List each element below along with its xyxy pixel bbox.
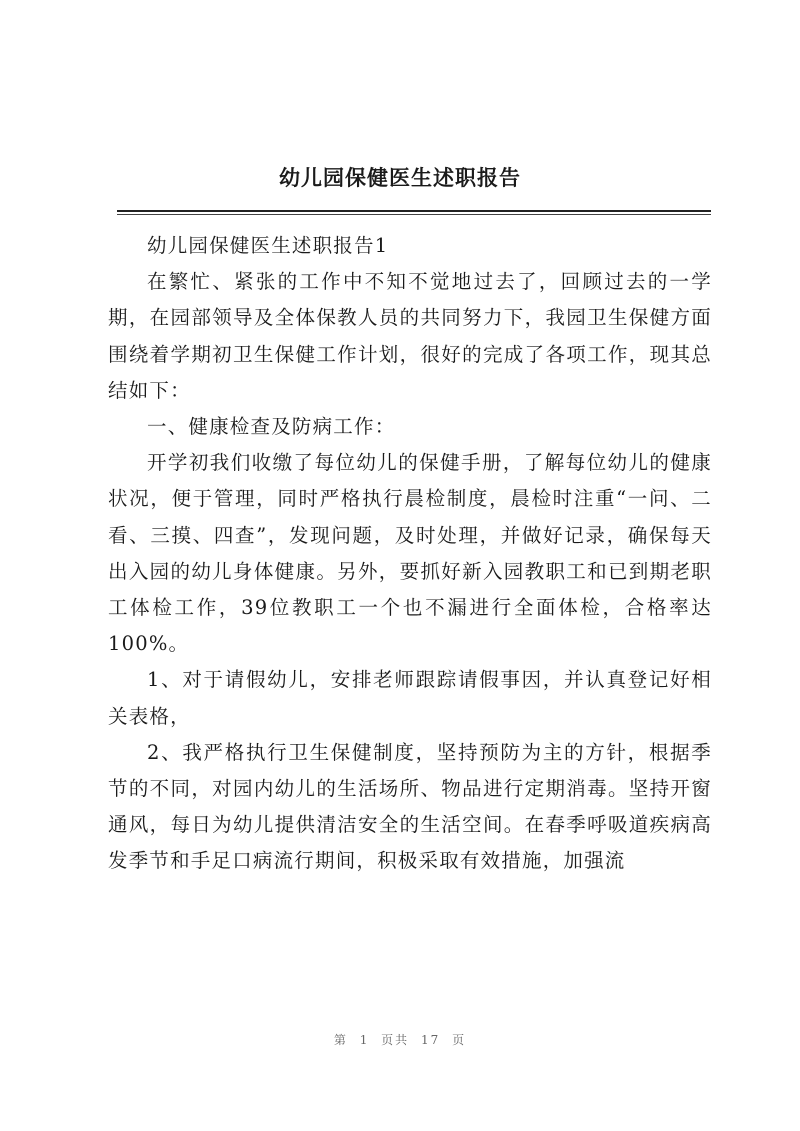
paragraph-heading: 幼儿园保健医生述职报告1 — [147, 234, 389, 257]
document-title: 幼儿园保健医生述职报告 — [279, 165, 521, 190]
paragraph: 在繁忙、紧张的工作中不知不觉地过去了，回顾过去的一学期，在园部领导及全体保教人员的共同努力下，我园卫生保健方面围绕着学期初卫生保健工作计划，很好的完成了各项工作，现其总结如下： — [108, 270, 712, 402]
paragraph: 2、我严格执行卫生保健制度，坚持预防为主的方针，根据季节的不同，对园内幼儿的生活场所、物品进行定期消毒。坚持开窗通风，每日为幼儿提供清洁安全的生活空间。在春季呼吸道疾病高发季节和手足口病流行期间，积极采取有效措施，加强流 — [108, 740, 712, 873]
section-heading: 一、健康检查及防病工作： — [147, 415, 396, 439]
title-divider-thin — [117, 214, 711, 215]
paragraph: 1、对于请假幼儿，安排老师跟踪请假事因，并认真登记好相关表格， — [108, 668, 712, 728]
title-divider — [117, 210, 711, 212]
paragraph: 开学初我们收缴了每位幼儿的保健手册，了解每位幼儿的健康状况，便于管理，同时严格执行晨检制度，晨检时注重“一问、二看、三摸、四查”，发现问题，及时处理，并做好记录，确保每天出入园的幼儿身体健康。另外，要抓好新入园教职工和已到期老职工体检工作，39位教职工一个也不漏进行全面体检，合格率达100%。 — [108, 451, 712, 656]
document-body — [108, 228, 712, 880]
page-number-footer: 第 1 页共 17 页 — [333, 1033, 467, 1047]
